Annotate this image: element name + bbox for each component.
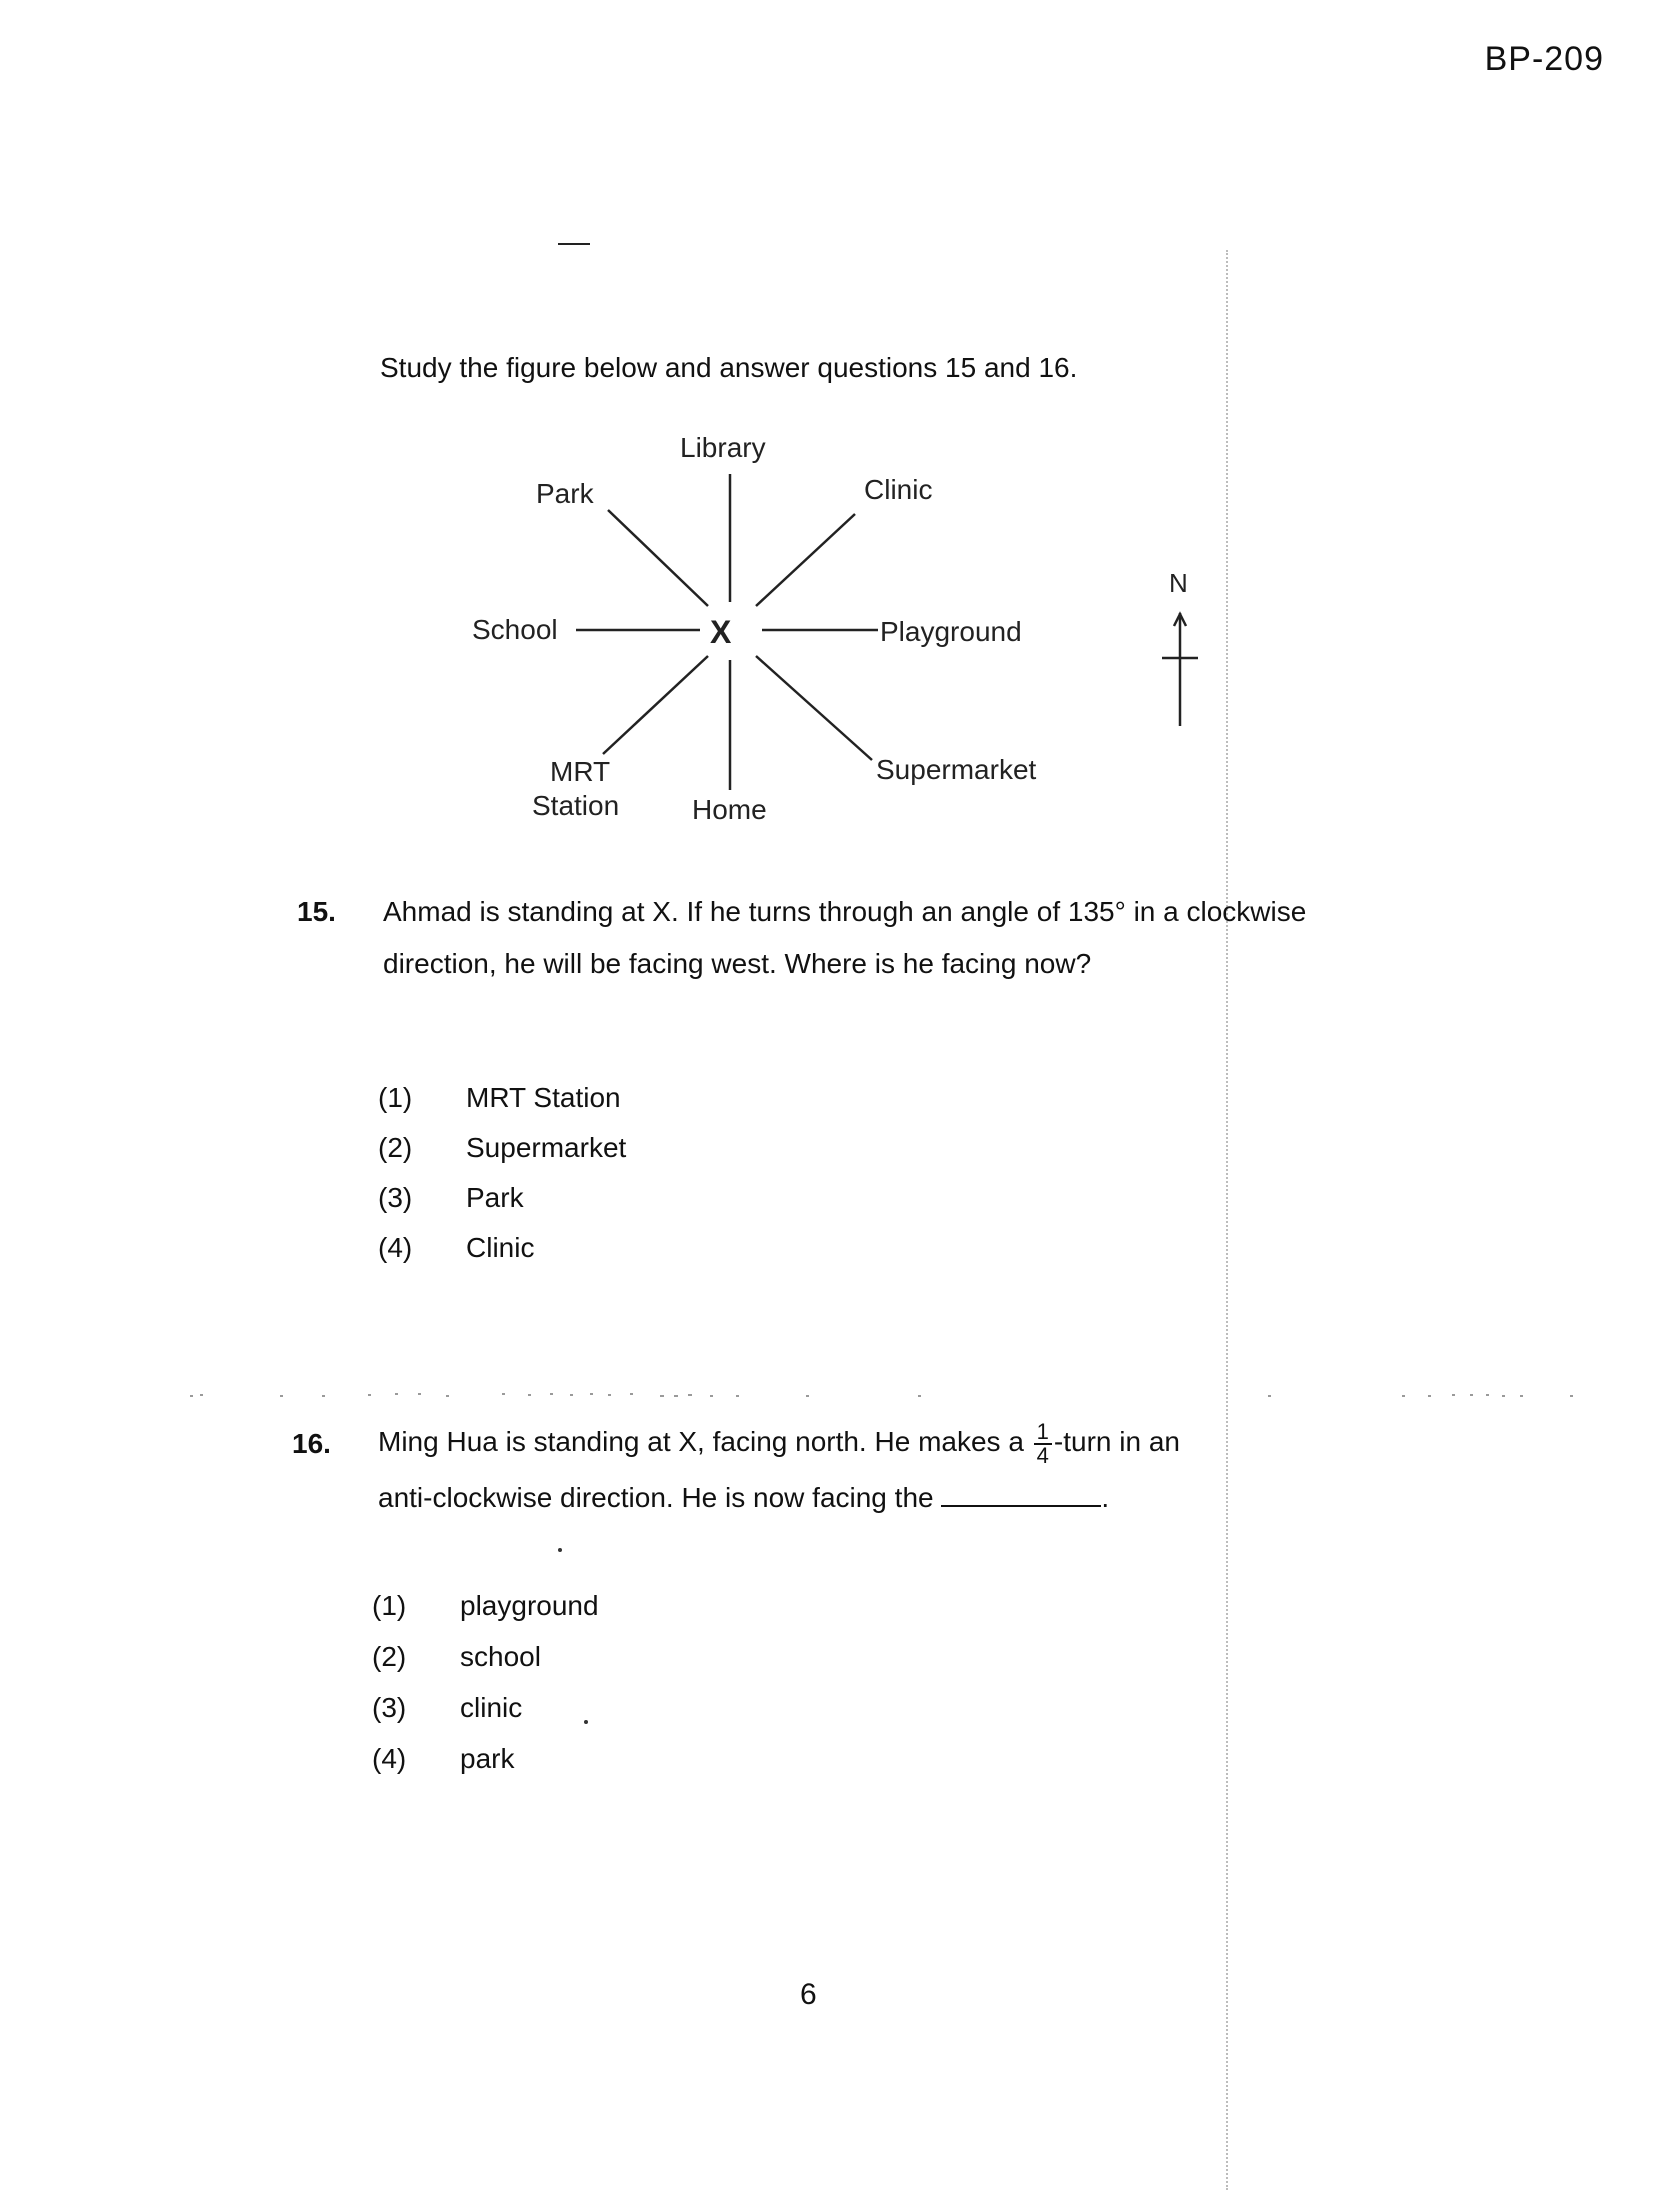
compass-figure [420,410,1240,860]
line-south-west [603,656,708,754]
q16-option-2-number: (2) [372,1641,407,1672]
fraction-denominator: 4 [1036,1442,1049,1468]
page-number: 6 [800,1978,817,2011]
label-supermarket: Supermarket [876,754,1037,785]
label-park: Park [536,478,594,509]
line-north-east [756,514,855,606]
question-16-number: 16. [292,1428,331,1459]
q16-option-4-text: park [460,1743,515,1774]
question-16-text-before: Ming Hua is standing at X, facing north. He makes a [378,1426,1024,1457]
q15-option-4[interactable] [378,1232,778,1282]
north-marker-label: N [1169,568,1188,598]
stray-dash-mark [558,243,590,245]
question-16-text-line2-wrap [378,1472,1238,1524]
q16-option-3-number: (3) [372,1692,407,1723]
label-school: School [472,614,558,645]
center-label-x: X [710,614,732,650]
q15-option-3-number: (3) [378,1182,413,1213]
blank-period: . [1101,1482,1110,1513]
question-16-text-after: -turn in an [1053,1426,1180,1457]
label-playground: Playground [880,616,1022,647]
label-home: Home [692,794,767,825]
label-library: Library [680,432,766,463]
document-code: BP-209 [1484,40,1604,78]
q16-option-1-text: playground [460,1590,599,1621]
scan-noise-dots [190,1391,1610,1401]
question-15-text [383,886,1343,990]
fraction-one-quarter [1034,1418,1052,1468]
q15-option-1[interactable] [378,1082,778,1132]
question-15-number: 15. [297,896,336,927]
q15-option-4-number: (4) [378,1232,413,1263]
q16-option-2[interactable] [372,1641,772,1692]
answer-blank[interactable] [941,1481,1101,1507]
q15-option-1-number: (1) [378,1082,413,1113]
q15-option-2-text: Supermarket [466,1132,627,1163]
fraction-numerator: 1 [1034,1421,1052,1445]
question-15-text-line2: direction, he will be facing west. Where is he facing now? [383,948,1092,979]
q16-option-1-number: (1) [372,1590,407,1621]
q15-option-2-number: (2) [378,1132,413,1163]
question-16-text-line2: anti-clockwise direction. He is now facing the [378,1482,934,1513]
q15-option-3-text: Park [466,1182,524,1213]
q15-option-1-text: MRT Station [466,1082,621,1113]
question-15-options [378,1082,778,1282]
q15-option-2[interactable] [378,1132,778,1182]
q16-option-1[interactable] [372,1590,772,1641]
question-16-text [378,1416,1238,1524]
scan-noise-row [190,1388,1610,1398]
stray-dot [558,1548,562,1552]
stray-dot [584,1720,588,1724]
q16-option-3-text: clinic [460,1692,523,1723]
label-mrt: MRT [550,756,611,787]
q16-option-4-number: (4) [372,1743,407,1774]
line-south-east [756,656,872,760]
q15-option-3[interactable] [378,1182,778,1232]
label-clinic: Clinic [864,474,933,505]
question-16-text-line1 [378,1416,1238,1468]
figure-instruction: Study the figure below and answer questions 15 and 16. [380,352,1078,383]
question-15-text-line1: Ahmad is standing at X. If he turns through an angle of 135° in a clockwise [383,896,1307,927]
question-16-options [372,1590,772,1794]
q16-option-2-text: school [460,1641,541,1672]
q16-option-3[interactable] [372,1692,772,1743]
north-marker-arrow [1162,613,1198,726]
q16-option-4[interactable] [372,1743,772,1794]
q15-option-4-text: Clinic [466,1232,535,1263]
line-north-west [608,510,708,606]
label-station: Station [532,790,620,821]
